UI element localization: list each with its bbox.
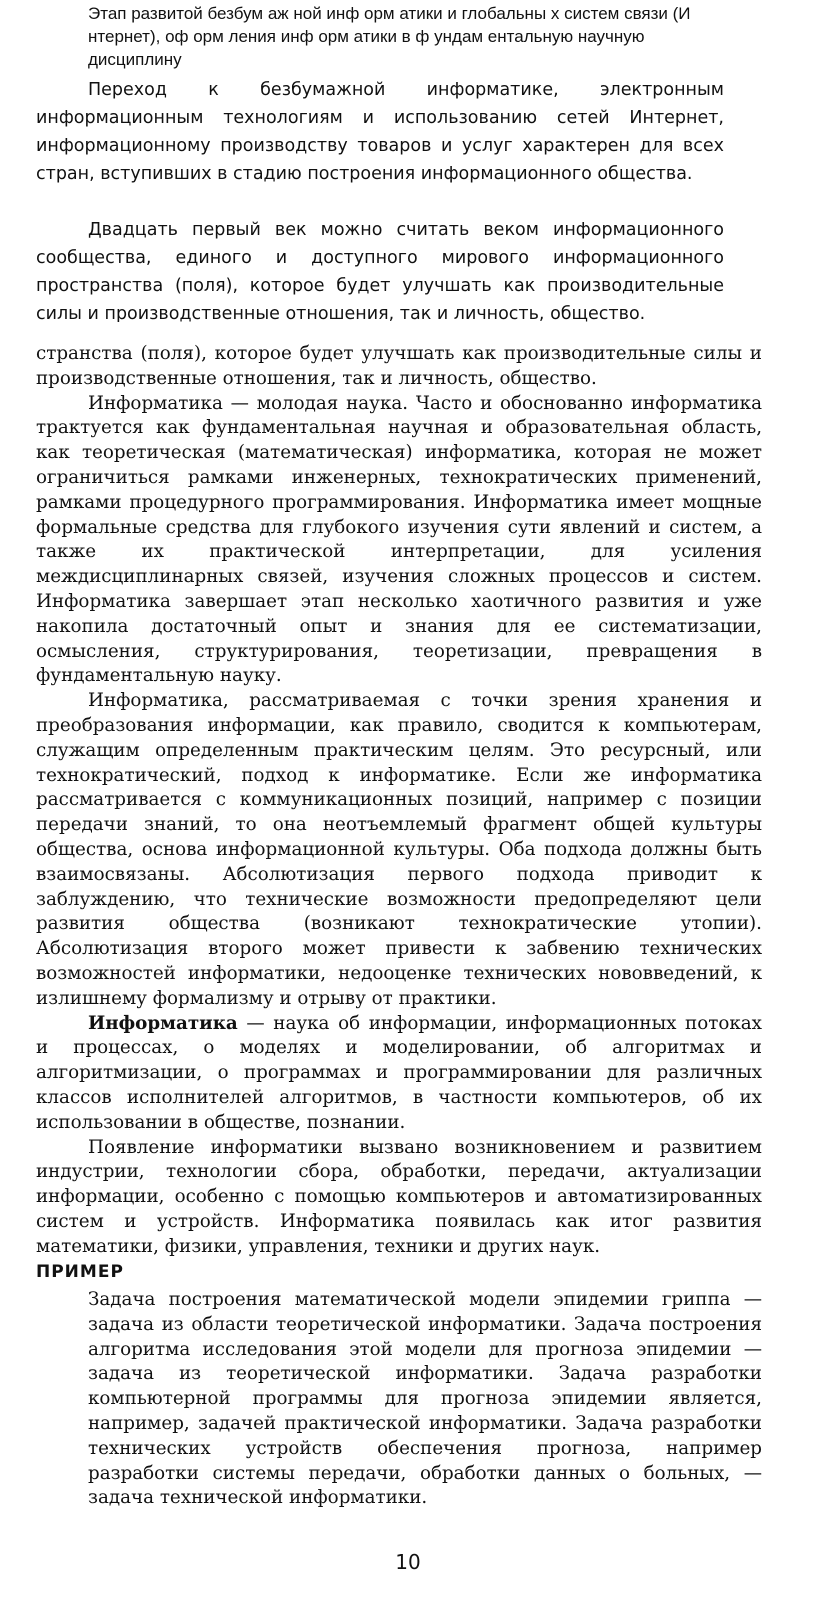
example-label: ПРИМЕР (36, 1262, 124, 1282)
continuation-paragraph: странства (поля), которое будет улучшать как производительные силы и производственные отношения, так и личность, общество. (36, 343, 762, 389)
page-number: 10 (395, 1550, 421, 1574)
main-text (36, 342, 762, 1259)
body-paragraph: Информатика, рассматриваемая с точки зрения хранения и преобразования информации, как правило, сводится к компьютерам, служащим определенным практическим целям. Это ресурсный, или технократический, подход к информатике. Если же информатика рассматривается с коммуникационных позиций, например с позиции передачи знаний, то она неотъемлемый фрагмент общей культуры общества, основа информационной культуры. Оба подхода должны быть взаимосвязаны. Абсолютизация первого подхода приводит к заблуждению, что технические возможности предопределяют цели развития общества (возникают технократические утопии). Абсолютизация второго может привести к забвению технических возможностей информатики, недооценке технических нововведений, к излишнему формализму и отрыву от практики. (36, 690, 762, 1009)
fragment-paragraph: Переход к безбумажной информатике, электронным информационным технологиям и использованию сетей Интернет, информационному производству товаров и услуг характерен для всех стран, вступивших в стадию построения информационного общества. (36, 80, 724, 184)
definition-text: — наука об информации, информационных потоках и процессах, о моделях и моделировании, об алгоритмах и алгоритмизации, о программах и программировании для различных классов исполнителей алгоритмов, в частности компьютеров, об их использовании в обществе, познании. (36, 1012, 762, 1133)
fragment-heading: Этап развитой безбум аж ной инф орм атики и глобальны х систем связи (И нтернет), оф орм ления инф орм атики в ф ундам ентальную научную дисциплину (88, 4, 691, 69)
definition-paragraph (36, 1012, 762, 1136)
previous-page-fragment (0, 0, 816, 328)
body-paragraph: Появление информатики вызвано возникновением и развитием индустрии, технологии сбора, обработки, передачи, актуализации информации, особенно с помощью компьютеров и автоматизированных систем и устройств. Информатика появилась как итог развития математики, физики, управления, техники и других наук. (36, 1136, 762, 1257)
example-text: Задача построения математической модели эпидемии гриппа — задача из области теоретической информатики. Задача построения алгоритма исследования этой модели для прогноза эпидемии — задача из теоретической информатики. Задача разработки компьютерной программы для прогноза эпидемии является, например, задачей практической информатики. Задача разработки технических устройств обеспечения прогноза, например разработки системы передачи, обработки данных о больных, — задача технической информатики. (88, 1289, 762, 1509)
fragment-paragraph: Двадцать первый век можно считать веком информационного сообщества, единого и доступного мирового информационного пространства (поля), которое будет улучшать как производительные силы и производственные отношения, так и личность, общество. (36, 220, 724, 322)
definition-term: Информатика (88, 1012, 238, 1034)
body-paragraph: Информатика — молодая наука. Часто и обоснованно информатика трактуется как фундаментальная научная и образовательная область, как теоретическая (математическая) информатика, которая не может ограничиться рамками инженерных, технократических применений, рамками процедурного программирования. Информатика имеет мощные формальные средства для глубокого изучения сути явлений и систем, а также их практической интерпретации, для усиления междисциплинарных связей, изучения сложных процессов и систем. Информатика завершает этап несколько хаотичного развития и уже накопила достаточный опыт и знания для ее систематизации, осмысления, структурирования, теоретизации, превращения в фундаментальную науку. (36, 392, 762, 687)
